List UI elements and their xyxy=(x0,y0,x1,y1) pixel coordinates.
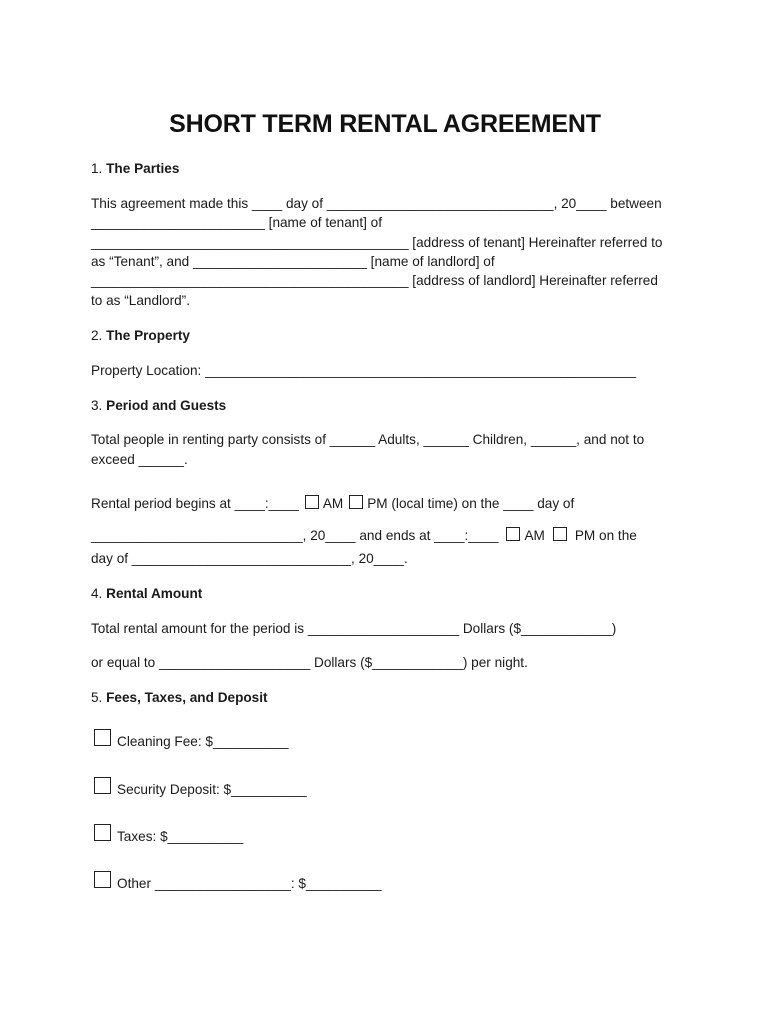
amount-line-2: or equal to ____________________ Dollars ($____________) per night. xyxy=(91,655,528,670)
section-number: 3. xyxy=(91,398,103,413)
parties-line-5: __________________________________________ [address of landlord] Hereinafter referred xyxy=(91,273,658,288)
rental-begin-line xyxy=(91,495,574,511)
taxes-checkbox[interactable] xyxy=(94,824,111,841)
section-number: 5. xyxy=(91,690,103,705)
parties-line-1: This agreement made this ____ day of ______________________________, 20____ between xyxy=(91,196,662,211)
section-title: The Property xyxy=(106,328,190,343)
guests-line-1: Total people in renting party consists of ______ Adults, ______ Children, ______, and not to xyxy=(91,432,645,447)
section-title: Fees, Taxes, and Deposit xyxy=(106,690,268,705)
cleaning-fee-checkbox[interactable] xyxy=(94,729,111,746)
parties-line-4: as “Tenant”, and _______________________ [name of landlord] of xyxy=(91,254,495,269)
ends-am-checkbox[interactable] xyxy=(506,527,520,541)
section-heading-period xyxy=(91,398,226,413)
parties-line-6: to as “Landlord”. xyxy=(91,293,190,308)
document-title: SHORT TERM RENTAL AGREEMENT xyxy=(169,110,601,138)
section-title: The Parties xyxy=(106,161,180,176)
ends-pm-label: PM on the xyxy=(574,528,637,543)
begin-am-label: AM xyxy=(322,496,344,511)
ends-time-text: ____________________________, 20____ and ends at ____:____ xyxy=(91,528,499,543)
rental-ends-line xyxy=(91,527,637,543)
begin-time-text: Rental period begins at ____:____ xyxy=(91,496,299,511)
section-title: Period and Guests xyxy=(106,398,227,413)
begin-pm-label: PM (local time) on the ____ day of xyxy=(367,496,575,511)
section-number: 2. xyxy=(91,328,103,343)
other-fee-label: Other __________________: $__________ xyxy=(117,876,382,891)
section-title: Rental Amount xyxy=(106,586,203,601)
amount-line-1: Total rental amount for the period is ____________________ Dollars ($____________) xyxy=(91,621,617,636)
other-fee-checkbox[interactable] xyxy=(94,871,111,888)
begin-pm-checkbox[interactable] xyxy=(349,495,363,509)
section-number: 4. xyxy=(91,586,103,601)
ends-am-label: AM xyxy=(524,528,545,543)
begin-am-checkbox[interactable] xyxy=(305,495,319,509)
security-deposit-label: Security Deposit: $__________ xyxy=(117,782,307,797)
taxes-label: Taxes: $__________ xyxy=(117,829,244,844)
parties-line-2: _______________________ [name of tenant] of xyxy=(91,215,383,230)
security-deposit-checkbox[interactable] xyxy=(94,777,111,794)
section-heading-amount xyxy=(91,586,202,601)
section-heading-parties xyxy=(91,161,179,176)
section-heading-property xyxy=(91,328,190,343)
cleaning-fee-label: Cleaning Fee: $__________ xyxy=(117,734,289,749)
property-location-line: Property Location: _________________________________________________________ xyxy=(91,363,637,378)
guests-line-2: exceed ______. xyxy=(91,452,188,467)
parties-line-3: __________________________________________ [address of tenant] Hereinafter referred to xyxy=(91,235,663,250)
ends-pm-checkbox[interactable] xyxy=(553,527,567,541)
ends-day-line: day of _____________________________, 20____. xyxy=(91,551,408,566)
section-heading-fees xyxy=(91,690,268,705)
section-number: 1. xyxy=(91,161,103,176)
